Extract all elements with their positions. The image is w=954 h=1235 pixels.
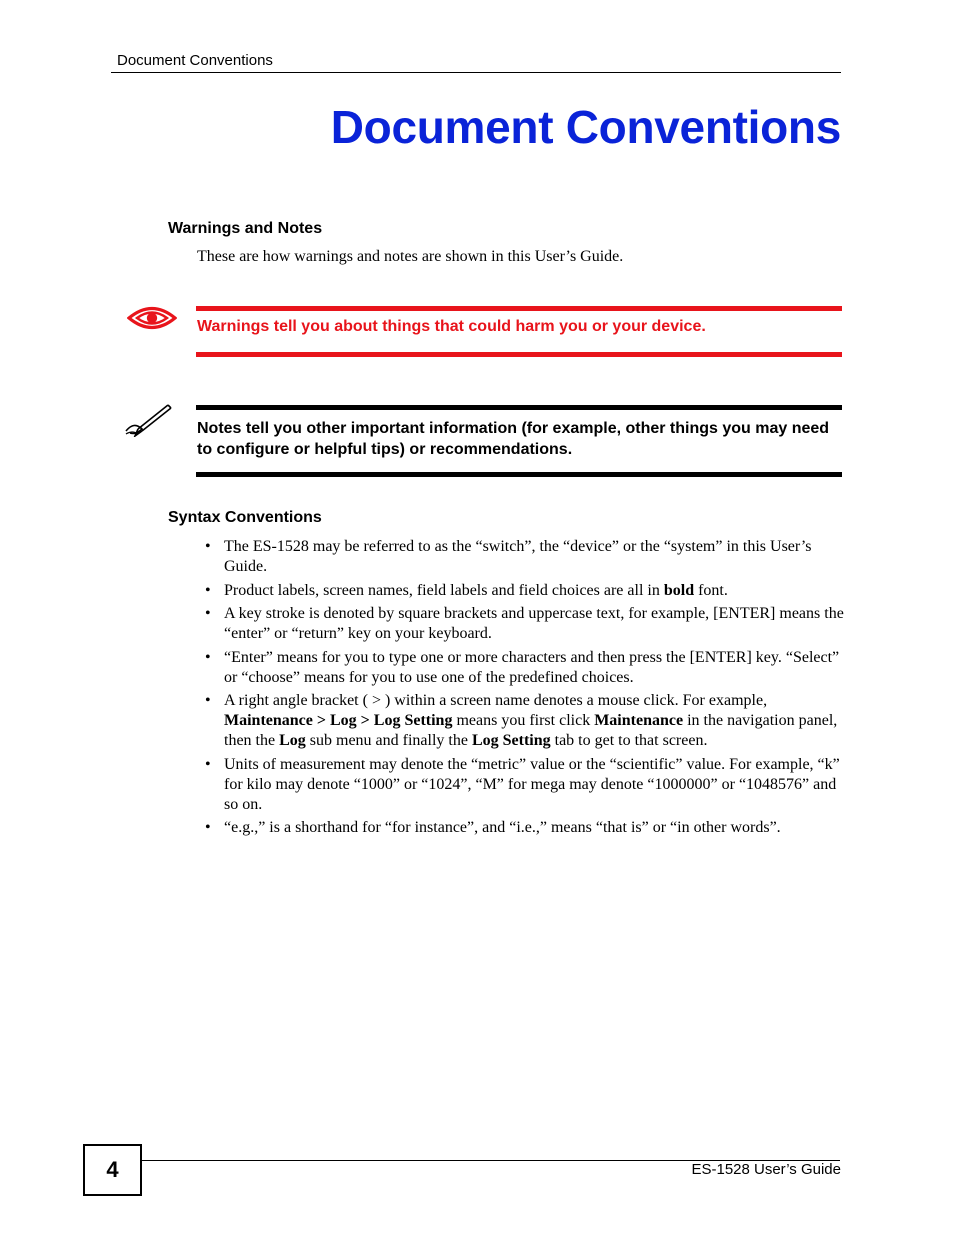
list-item bbox=[205, 648, 845, 688]
list-item-text: Product labels, screen names, field labels and field choices are all in bbox=[224, 581, 664, 599]
warnings-intro: These are how warnings and notes are shown in this User’s Guide. bbox=[197, 248, 624, 265]
header-rule bbox=[111, 72, 841, 73]
bullet: • bbox=[205, 648, 211, 666]
page-number: 4 bbox=[83, 1144, 142, 1196]
bold-term: Maintenance bbox=[594, 712, 684, 729]
running-header: Document Conventions bbox=[117, 52, 273, 69]
bullet: • bbox=[205, 605, 211, 622]
bullet: • bbox=[205, 819, 211, 836]
list-item-text: sub menu and finally the bbox=[305, 732, 472, 749]
bullet: • bbox=[205, 755, 211, 773]
list-item-text: Units of measurement may denote the “metric” value or the “scientific” value. For example, “k” for kilo may denote “1000” or “1024”, “M” for mega may denote “1000000” or “1048576” and so on. bbox=[224, 755, 840, 813]
note-top-rule bbox=[196, 405, 842, 410]
warning-bottom-rule bbox=[196, 352, 842, 357]
list-item-text: A key stroke is denoted by square brackets and uppercase text, for example, [ENTER] means the “enter” or “return” key on your keyboard. bbox=[224, 605, 844, 642]
page-title: Document Conventions bbox=[330, 101, 841, 153]
warning-text: Warnings tell you about things that could harm you or your device. bbox=[197, 318, 706, 335]
list-item bbox=[205, 604, 845, 644]
list-item bbox=[205, 581, 845, 601]
syntax-conventions-heading: Syntax Conventions bbox=[168, 509, 322, 526]
bold-term: bold bbox=[663, 581, 695, 599]
bold-term: Log bbox=[279, 732, 306, 749]
note-text: Notes tell you other important information (for example, other things you may need to configure or helpful tips) or recommendations. bbox=[197, 420, 830, 458]
bullet: • bbox=[205, 692, 211, 709]
list-item-text: in the navigation panel, then the bbox=[224, 712, 838, 749]
bold-menu-path: Maintenance > Log > Log Setting bbox=[224, 712, 453, 729]
list-item bbox=[205, 755, 845, 815]
bold-term: Log Setting bbox=[471, 732, 551, 749]
list-item bbox=[205, 818, 845, 838]
eye-warning-icon bbox=[127, 303, 177, 338]
list-item bbox=[205, 537, 845, 577]
footer-guide-title: ES-1528 User’s Guide bbox=[691, 1161, 841, 1178]
list-item-text: font. bbox=[694, 581, 728, 599]
syntax-list bbox=[205, 537, 845, 842]
note-bottom-rule bbox=[196, 472, 842, 477]
bullet: • bbox=[205, 581, 211, 599]
list-item-text: “e.g.,” is a shorthand for “for instance”, and “i.e.,” means “that is” or “in other words”. bbox=[224, 819, 781, 836]
pen-note-icon bbox=[124, 403, 174, 442]
bullet: • bbox=[205, 538, 211, 555]
warning-top-rule bbox=[196, 306, 842, 311]
list-item-text: means you first click bbox=[452, 712, 595, 729]
list-item-text: tab to get to that screen. bbox=[550, 732, 708, 749]
list-item bbox=[205, 691, 845, 751]
list-item-text: A right angle bracket ( > ) within a screen name denotes a mouse click. For example, bbox=[224, 692, 768, 709]
list-item-text: The ES-1528 may be referred to as the “switch”, the “device” or the “system” in this User’s Guide. bbox=[224, 538, 812, 575]
list-item-text: “Enter” means for you to type one or more characters and then press the [ENTER] key. “Select” or “choose” means for you to use one of the predefined choices. bbox=[224, 648, 840, 686]
warnings-notes-heading: Warnings and Notes bbox=[168, 220, 323, 237]
